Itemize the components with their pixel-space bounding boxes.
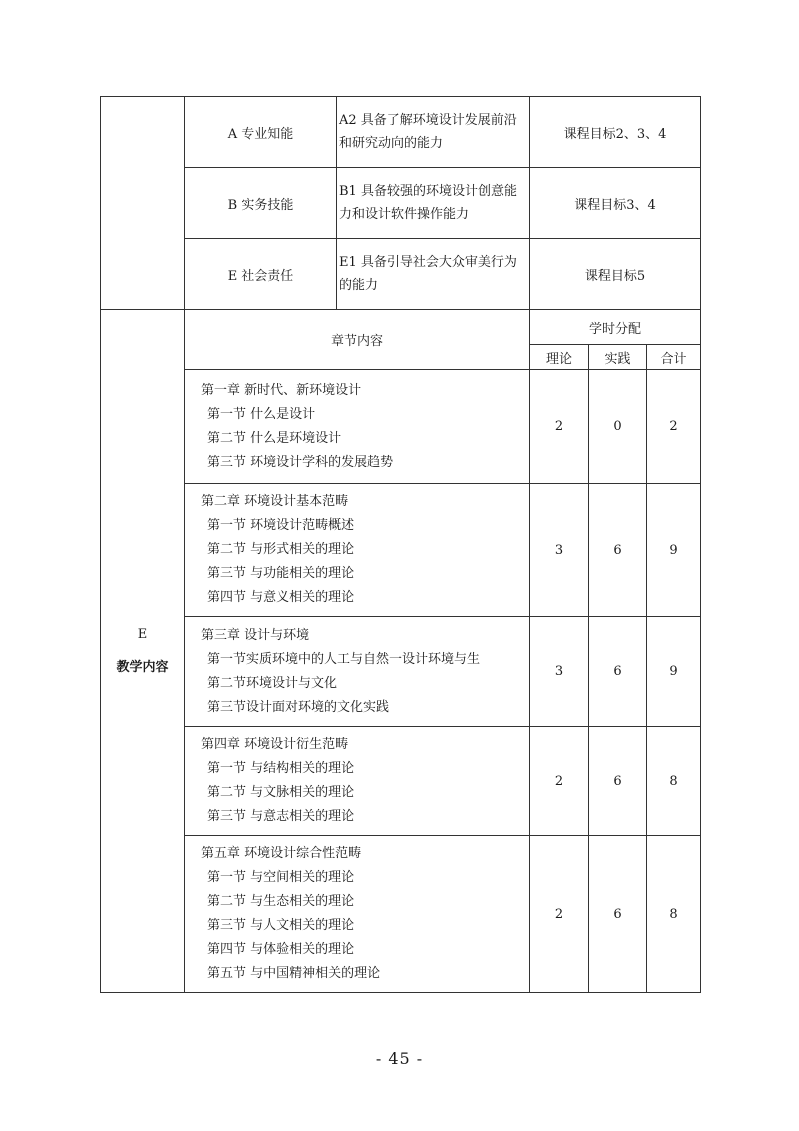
- section-code: E: [137, 627, 148, 642]
- section-item: 第一节 环境设计范畴概述: [207, 518, 355, 533]
- theory-hours: 3: [530, 484, 589, 617]
- hours-header: 学时分配: [530, 310, 701, 345]
- chapter-title: 第二章 环境设计基本范畴: [201, 494, 349, 509]
- objective-ability: E1 具备引导社会大众审美行为的能力: [337, 239, 530, 310]
- chapter-content: [185, 484, 530, 617]
- section-item: 第三节 环境设计学科的发展趋势: [207, 454, 394, 470]
- course-table: [100, 96, 701, 993]
- section-item: 第二节 与生态相关的理论: [207, 894, 355, 909]
- theory-hours: 2: [530, 836, 589, 993]
- chapter-title: 第三章 设计与环境: [201, 627, 310, 643]
- section-item: 第三节设计面对环境的文化实践: [207, 699, 390, 715]
- chapter-content: [185, 727, 530, 836]
- chapter-row: [101, 727, 701, 836]
- chapter-title: 第五章 环境设计综合性范畴: [201, 846, 362, 861]
- objective-row: [101, 168, 701, 239]
- section-title: 教学内容: [116, 660, 169, 675]
- theory-hours: 2: [530, 370, 589, 484]
- chapter-content: [185, 370, 530, 484]
- chapter-content: [185, 617, 530, 727]
- total-hours: 8: [647, 727, 701, 836]
- objective-label: E 社会责任: [185, 239, 337, 310]
- section-item: 第一节 与结构相关的理论: [207, 761, 355, 776]
- column-header-theory: 理论: [530, 345, 589, 370]
- section-item: 第二节 与形式相关的理论: [207, 542, 355, 557]
- chapter-row: [101, 484, 701, 617]
- practice-hours: 6: [589, 727, 647, 836]
- column-header-total: 合计: [647, 345, 701, 370]
- theory-hours: 2: [530, 727, 589, 836]
- objective-row: [101, 97, 701, 168]
- objective-targets: 课程目标5: [530, 239, 701, 310]
- practice-hours: 6: [589, 836, 647, 993]
- section-item: 第一节 与空间相关的理论: [207, 870, 355, 885]
- total-hours: 9: [647, 484, 701, 617]
- section-item: 第一节实质环境中的人工与自然一设计环境与生: [207, 651, 481, 667]
- chapter-content: [185, 836, 530, 993]
- chapter-row: [101, 617, 701, 727]
- total-hours: 8: [647, 836, 701, 993]
- practice-hours: 0: [589, 370, 647, 484]
- section-item: 第四节 与体验相关的理论: [207, 942, 355, 957]
- chapter-row: [101, 370, 701, 484]
- section-item: 第二节 与文脉相关的理论: [207, 785, 355, 800]
- blank-cell: [101, 97, 185, 310]
- objective-ability: A2 具备了解环境设计发展前沿和研究动向的能力: [337, 97, 530, 168]
- objective-targets: 课程目标3、4: [530, 168, 701, 239]
- objective-targets: 课程目标2、3、4: [530, 97, 701, 168]
- section-item: 第一节 什么是设计: [207, 406, 316, 422]
- chapter-title: 第一章 新时代、新环境设计: [201, 382, 362, 398]
- section-item: 第三节 与功能相关的理论: [207, 566, 355, 581]
- section-item: 第四节 与意义相关的理论: [207, 590, 355, 605]
- section-item: 第三节 与人文相关的理论: [207, 918, 355, 933]
- chapter-row: [101, 836, 701, 993]
- section-item: 第二节环境设计与文化: [207, 675, 338, 691]
- section-item: 第二节 什么是环境设计: [207, 430, 342, 446]
- objective-ability: B1 具备较强的环境设计创意能力和设计软件操作能力: [337, 168, 530, 239]
- objective-row: [101, 239, 701, 310]
- page-number: - 45 -: [375, 1049, 424, 1068]
- content-header: 章节内容: [185, 310, 530, 370]
- practice-hours: 6: [589, 617, 647, 727]
- section-label: [101, 310, 185, 993]
- hours-header-row: [101, 310, 701, 345]
- objective-label: A 专业知能: [185, 97, 337, 168]
- practice-hours: 6: [589, 484, 647, 617]
- section-item: 第三节 与意志相关的理论: [207, 809, 355, 824]
- theory-hours: 3: [530, 617, 589, 727]
- objective-label: B 实务技能: [185, 168, 337, 239]
- chapter-title: 第四章 环境设计衍生范畴: [201, 737, 349, 752]
- column-header-practice: 实践: [589, 345, 647, 370]
- total-hours: 2: [647, 370, 701, 484]
- section-item: 第五节 与中国精神相关的理论: [207, 966, 381, 981]
- total-hours: 9: [647, 617, 701, 727]
